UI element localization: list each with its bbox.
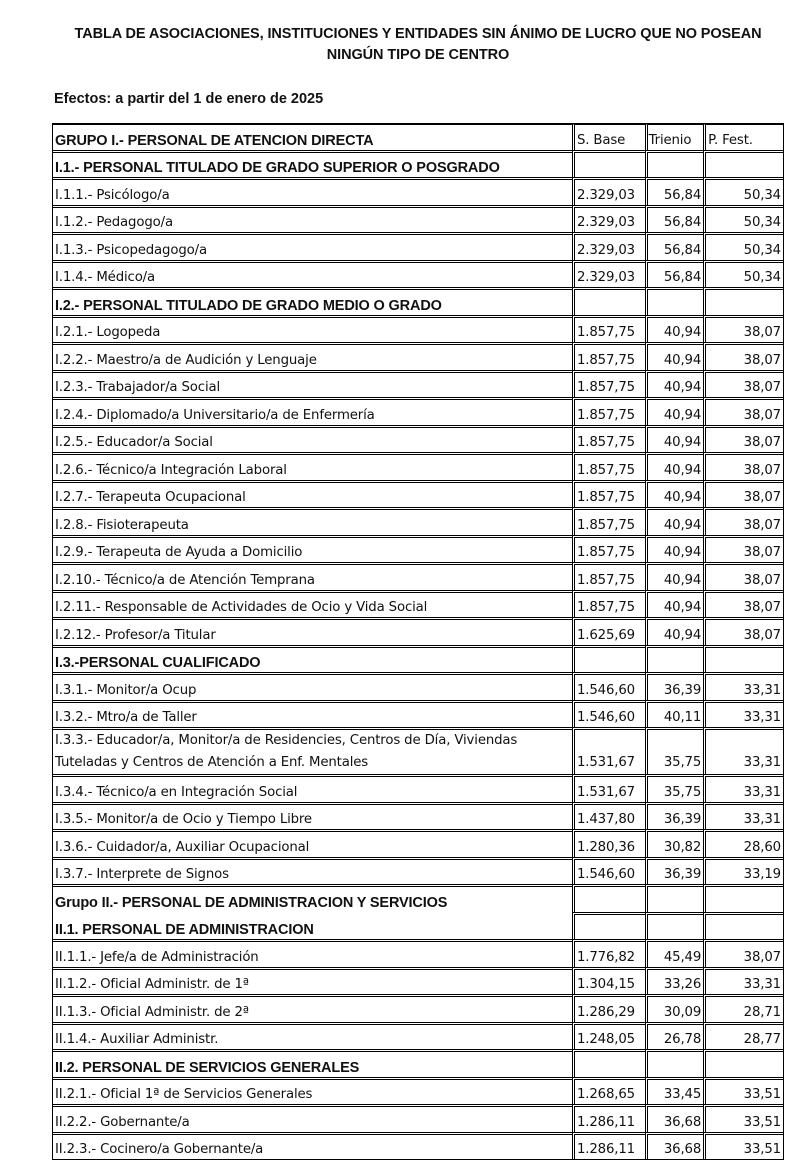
salario-base-value: 1.286,29 <box>572 994 645 1022</box>
salario-base-value: 1.280,36 <box>572 829 645 857</box>
paga-festiva-value: 28,71 <box>703 994 783 1022</box>
paga-festiva-value: 33,31 <box>703 967 783 995</box>
trienio-value: 35,75 <box>645 774 704 802</box>
paga-festiva-value <box>703 912 783 940</box>
trienio-value: 40,94 <box>645 452 704 480</box>
salario-base-value: 2.329,03 <box>572 205 645 233</box>
category-label: II.2. PERSONAL DE SERVICIOS GENERALES <box>53 1049 572 1077</box>
paga-festiva-value: 38,07 <box>703 397 783 425</box>
salario-base-value: 2.329,03 <box>572 260 645 288</box>
column-header-base: S. Base <box>572 124 645 150</box>
category-label: I.1.3.- Psicopedagogo/a <box>53 232 572 260</box>
paga-festiva-value: 38,07 <box>703 590 783 618</box>
paga-festiva-value: 38,07 <box>703 342 783 370</box>
category-label: I.3.3.- Educador/a, Monitor/a de Residencies, Centros de Día, Viviendas Tuteladas y Centros de Atención a Enf. Mentales <box>53 727 572 774</box>
paga-festiva-value: 33,31 <box>703 802 783 830</box>
table-row <box>53 1132 783 1160</box>
salario-base-value: 1.857,75 <box>572 315 645 343</box>
trienio-value: 30,82 <box>645 829 704 857</box>
trienio-value: 36,39 <box>645 857 704 885</box>
salario-base-value: 1.857,75 <box>572 590 645 618</box>
category-label: I.2.1.- Logopeda <box>53 315 572 343</box>
trienio-value: 40,94 <box>645 535 704 563</box>
category-label: II.1.2.- Oficial Administr. de 1ª <box>53 967 572 995</box>
paga-festiva-value: 38,07 <box>703 617 783 645</box>
category-label: I.2.2.- Maestro/a de Audición y Lenguaje <box>53 342 572 370</box>
trienio-value: 40,94 <box>645 480 704 508</box>
effective-date: Efectos: a partir del 1 de enero de 2025 <box>54 91 324 107</box>
category-label: II.2.3.- Cocinero/a Gobernante/a <box>53 1132 572 1160</box>
salario-base-value: 1.857,75 <box>572 342 645 370</box>
trienio-value: 56,84 <box>645 232 704 260</box>
trienio-value <box>645 912 704 940</box>
section-header-row <box>53 150 783 178</box>
category-label: I.1.- PERSONAL TITULADO DE GRADO SUPERIOR O POSGRADO <box>53 150 572 178</box>
table-row <box>53 967 783 995</box>
salario-base-value <box>572 912 645 940</box>
section-header-row <box>53 645 783 673</box>
trienio-value: 40,94 <box>645 315 704 343</box>
table-row <box>53 590 783 618</box>
trienio-value: 36,39 <box>645 802 704 830</box>
trienio-value: 36,68 <box>645 1104 704 1132</box>
paga-festiva-value: 38,07 <box>703 370 783 398</box>
trienio-value <box>645 287 704 315</box>
trienio-value: 40,94 <box>645 617 704 645</box>
paga-festiva-value: 33,31 <box>703 672 783 700</box>
trienio-value: 36,68 <box>645 1132 704 1160</box>
table-row <box>53 370 783 398</box>
trienio-value <box>645 645 704 673</box>
salario-base-value: 1.286,11 <box>572 1104 645 1132</box>
table-row <box>53 774 783 802</box>
salario-base-value <box>572 884 645 912</box>
category-label: I.3.5.- Monitor/a de Ocio y Tiempo Libre <box>53 802 572 830</box>
title-line-1: TABLA DE ASOCIACIONES, INSTITUCIONES Y ENTIDADES SIN ÁNIMO DE LUCRO QUE NO POSEAN <box>74 26 762 42</box>
salario-base-value: 1.531,67 <box>572 727 645 774</box>
salario-base-value: 1.625,69 <box>572 617 645 645</box>
paga-festiva-value: 50,34 <box>703 205 783 233</box>
salario-base-value: 1.304,15 <box>572 967 645 995</box>
category-label: I.3.1.- Monitor/a Ocup <box>53 672 572 700</box>
table-row <box>53 1022 783 1050</box>
paga-festiva-value: 33,31 <box>703 727 783 774</box>
salario-base-value: 1.857,75 <box>572 480 645 508</box>
category-label: I.2.7.- Terapeuta Ocupacional <box>53 480 572 508</box>
category-label: I.3.4.- Técnico/a en Integración Social <box>53 774 572 802</box>
category-label: Grupo II.- PERSONAL DE ADMINISTRACION Y SERVICIOS <box>53 884 572 912</box>
category-label: I.1.2.- Pedagogo/a <box>53 205 572 233</box>
category-label: I.3.-PERSONAL CUALIFICADO <box>53 645 572 673</box>
table-row <box>53 480 783 508</box>
table-row <box>53 700 783 728</box>
salario-base-value: 1.857,75 <box>572 507 645 535</box>
salario-base-value: 1.857,75 <box>572 397 645 425</box>
trienio-value: 45,49 <box>645 939 704 967</box>
section-header-row <box>53 1049 783 1077</box>
table-row <box>53 452 783 480</box>
document-title <box>40 24 796 66</box>
table-row <box>53 562 783 590</box>
trienio-value <box>645 150 704 178</box>
table-row <box>53 829 783 857</box>
table-row <box>53 425 783 453</box>
salario-base-value <box>572 150 645 178</box>
table-row <box>53 232 783 260</box>
paga-festiva-value: 50,34 <box>703 232 783 260</box>
category-label: I.2.6.- Técnico/a Integración Laboral <box>53 452 572 480</box>
category-label: I.2.4.- Diplomado/a Universitario/a de Enfermería <box>53 397 572 425</box>
category-label: II.2.1.- Oficial 1ª de Servicios Generales <box>53 1077 572 1105</box>
trienio-value: 56,84 <box>645 177 704 205</box>
table-row <box>53 857 783 885</box>
paga-festiva-value: 33,51 <box>703 1077 783 1105</box>
table-row <box>53 315 783 343</box>
salario-base-value: 1.857,75 <box>572 425 645 453</box>
group-header: GRUPO I.- PERSONAL DE ATENCION DIRECTA <box>53 124 572 150</box>
category-label: II.1.1.- Jefe/a de Administración <box>53 939 572 967</box>
table-row <box>53 260 783 288</box>
paga-festiva-value <box>703 645 783 673</box>
paga-festiva-value: 33,51 <box>703 1104 783 1132</box>
category-label: I.2.12.- Profesor/a Titular <box>53 617 572 645</box>
category-label: I.2.8.- Fisioterapeuta <box>53 507 572 535</box>
table-row <box>53 205 783 233</box>
paga-festiva-value <box>703 150 783 178</box>
trienio-value: 33,45 <box>645 1077 704 1105</box>
category-label: I.1.4.- Médico/a <box>53 260 572 288</box>
trienio-value: 40,94 <box>645 590 704 618</box>
trienio-value: 40,94 <box>645 370 704 398</box>
salario-base-value: 1.857,75 <box>572 562 645 590</box>
paga-festiva-value: 33,31 <box>703 700 783 728</box>
trienio-value: 33,26 <box>645 967 704 995</box>
paga-festiva-value: 38,07 <box>703 535 783 563</box>
table-row <box>53 727 783 774</box>
title-line-2: NINGÚN TIPO DE CENTRO <box>326 47 510 63</box>
category-label: I.2.- PERSONAL TITULADO DE GRADO MEDIO O GRADO <box>53 287 572 315</box>
category-label: I.3.6.- Cuidador/a, Auxiliar Ocupacional <box>53 829 572 857</box>
table-row <box>53 617 783 645</box>
trienio-value: 56,84 <box>645 205 704 233</box>
table-header-row <box>53 124 783 150</box>
paga-festiva-value: 38,07 <box>703 939 783 967</box>
salario-base-value <box>572 287 645 315</box>
table-row <box>53 939 783 967</box>
salario-base-value: 1.248,05 <box>572 1022 645 1050</box>
table-row <box>53 994 783 1022</box>
table-row <box>53 507 783 535</box>
paga-festiva-value: 38,07 <box>703 452 783 480</box>
paga-festiva-value <box>703 287 783 315</box>
paga-festiva-value: 38,07 <box>703 480 783 508</box>
salario-base-value: 1.286,11 <box>572 1132 645 1160</box>
paga-festiva-value: 28,60 <box>703 829 783 857</box>
salario-base-value: 2.329,03 <box>572 177 645 205</box>
category-label: I.3.7.- Interprete de Signos <box>53 857 572 885</box>
trienio-value: 56,84 <box>645 260 704 288</box>
salario-base-value: 1.437,80 <box>572 802 645 830</box>
salario-base-value: 1.546,60 <box>572 672 645 700</box>
paga-festiva-value: 50,34 <box>703 260 783 288</box>
column-header-fest: P. Fest. <box>703 124 783 150</box>
trienio-value <box>645 1049 704 1077</box>
trienio-value: 40,94 <box>645 342 704 370</box>
table-row <box>53 177 783 205</box>
category-label: I.2.3.- Trabajador/a Social <box>53 370 572 398</box>
paga-festiva-value: 28,77 <box>703 1022 783 1050</box>
trienio-value: 40,94 <box>645 425 704 453</box>
trienio-value: 40,11 <box>645 700 704 728</box>
paga-festiva-value: 50,34 <box>703 177 783 205</box>
salario-base-value: 1.857,75 <box>572 452 645 480</box>
salario-base-value: 1.857,75 <box>572 535 645 563</box>
paga-festiva-value: 33,51 <box>703 1132 783 1160</box>
section-header-row <box>53 884 783 912</box>
trienio-value: 30,09 <box>645 994 704 1022</box>
salary-table <box>52 123 784 1160</box>
category-label: II.1.4.- Auxiliar Administr. <box>53 1022 572 1050</box>
category-label: II.2.2.- Gobernante/a <box>53 1104 572 1132</box>
table-row <box>53 672 783 700</box>
section-header-row <box>53 912 783 940</box>
trienio-value: 35,75 <box>645 727 704 774</box>
table-row <box>53 342 783 370</box>
category-label: I.3.2.- Mtro/a de Taller <box>53 700 572 728</box>
salario-base-value <box>572 645 645 673</box>
salario-base-value: 1.546,60 <box>572 700 645 728</box>
salario-base-value: 1.531,67 <box>572 774 645 802</box>
paga-festiva-value: 38,07 <box>703 425 783 453</box>
table-row <box>53 397 783 425</box>
paga-festiva-value <box>703 884 783 912</box>
table-row <box>53 802 783 830</box>
salario-base-value: 1.776,82 <box>572 939 645 967</box>
section-header-row <box>53 287 783 315</box>
column-header-trienio: Trienio <box>645 124 704 150</box>
category-label: I.2.9.- Terapeuta de Ayuda a Domicilio <box>53 535 572 563</box>
category-label: II.1. PERSONAL DE ADMINISTRACION <box>55 922 314 938</box>
trienio-value <box>645 884 704 912</box>
trienio-value: 40,94 <box>645 562 704 590</box>
category-label: I.2.5.- Educador/a Social <box>53 425 572 453</box>
paga-festiva-value: 33,31 <box>703 774 783 802</box>
paga-festiva-value <box>703 1049 783 1077</box>
trienio-value: 26,78 <box>645 1022 704 1050</box>
salario-base-value: 2.329,03 <box>572 232 645 260</box>
category-label: I.2.10.- Técnico/a de Atención Temprana <box>53 562 572 590</box>
category-label: II.1.3.- Oficial Administr. de 2ª <box>53 994 572 1022</box>
trienio-value: 36,39 <box>645 672 704 700</box>
category-label: I.2.11.- Responsable de Actividades de Ocio y Vida Social <box>53 590 572 618</box>
table-row <box>53 1077 783 1105</box>
trienio-value: 40,94 <box>645 507 704 535</box>
salario-base-value: 1.857,75 <box>572 370 645 398</box>
salario-base-value: 1.268,65 <box>572 1077 645 1105</box>
table-row <box>53 535 783 563</box>
paga-festiva-value: 33,19 <box>703 857 783 885</box>
trienio-value: 40,94 <box>645 397 704 425</box>
category-label: I.1.1.- Psicólogo/a <box>53 177 572 205</box>
paga-festiva-value: 38,07 <box>703 315 783 343</box>
salario-base-value <box>572 1049 645 1077</box>
paga-festiva-value: 38,07 <box>703 562 783 590</box>
salary-table-body <box>53 124 783 1159</box>
paga-festiva-value: 38,07 <box>703 507 783 535</box>
table-row <box>53 1104 783 1132</box>
salario-base-value: 1.546,60 <box>572 857 645 885</box>
